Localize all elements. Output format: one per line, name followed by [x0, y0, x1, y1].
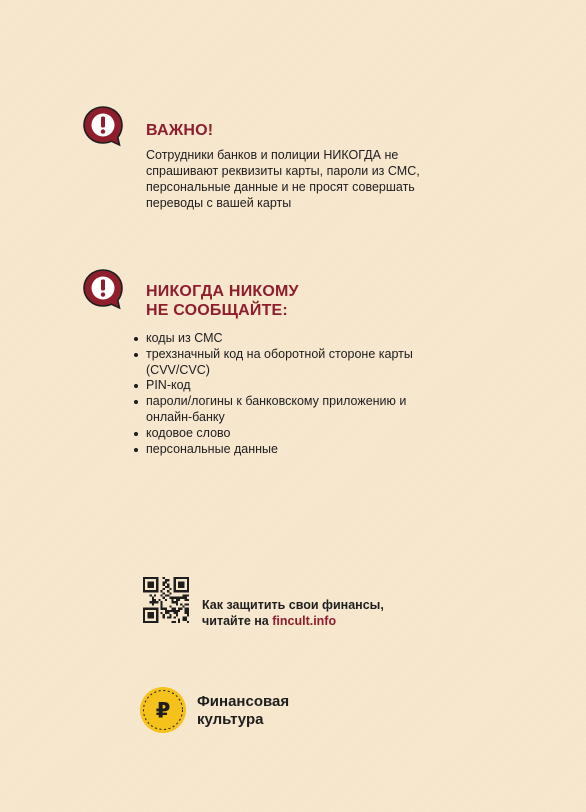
- fincult-link[interactable]: fincult.info: [272, 614, 337, 628]
- qr-caption-prefix: читайте на: [202, 614, 273, 628]
- never-share-heading: [146, 282, 299, 320]
- important-heading: ВАЖНО!: [146, 122, 214, 139]
- list-item: PIN-код: [131, 378, 441, 394]
- never-share-heading-line1: НИКОГДА НИКОМУ: [146, 283, 299, 300]
- logo-symbol: ₽: [155, 698, 171, 723]
- logo-text: [197, 693, 327, 729]
- warning-bubble-icon: [81, 104, 125, 148]
- list-item: кодовое слово: [131, 426, 441, 442]
- warning-bubble-icon: [81, 267, 125, 311]
- list-item: трехзначный код на оборотной стороне карты (CVV/CVC): [131, 347, 441, 379]
- never-share-list: [131, 331, 441, 457]
- qr-code-icon[interactable]: [143, 577, 189, 623]
- important-body-text: Сотрудники банков и полиции НИКОГДА не спрашивают реквизиты карты, пароли из СМС, персональные данные и не просят совершать переводы с вашей карты: [146, 148, 420, 210]
- qr-caption-line1: Как защитить свои финансы,: [202, 598, 384, 612]
- list-item: коды из СМС: [131, 331, 441, 347]
- qr-caption: [202, 597, 384, 629]
- list-item: пароли/логины к банковскому приложению и онлайн-банку: [131, 394, 441, 426]
- list-item: персональные данные: [131, 442, 441, 458]
- never-share-heading-line2: НЕ СООБЩАЙТЕ:: [146, 302, 288, 319]
- logo-text-line2: культура: [197, 711, 264, 728]
- logo-text-line1: Финансовая: [197, 693, 290, 710]
- ruble-coin-icon: [139, 686, 187, 734]
